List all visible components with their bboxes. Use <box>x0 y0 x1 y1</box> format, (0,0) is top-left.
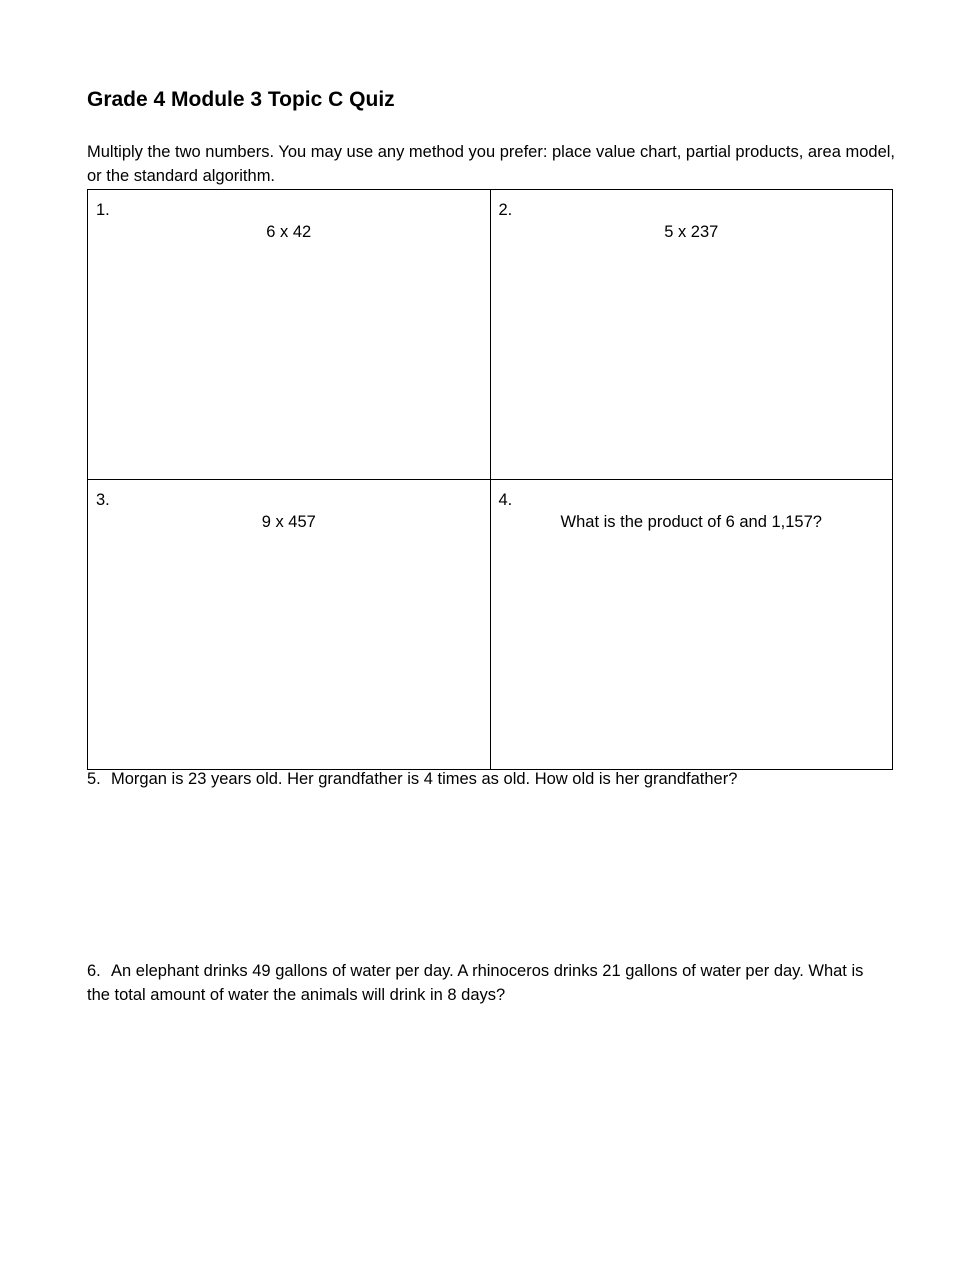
problem-cell-2 <box>490 190 893 480</box>
problem-text: 5 x 237 <box>664 223 719 241</box>
problem-text: What is the product of 6 and 1,157? <box>560 513 822 531</box>
problem-grid <box>87 189 893 770</box>
problem-number: 1. <box>96 201 110 219</box>
word-problem-text: Morgan is 23 years old. Her grandfather is 4 times as old. How old is her grandfather? <box>111 770 738 788</box>
page-title: Grade 4 Module 3 Topic C Quiz <box>87 88 395 111</box>
problem-number: 3. <box>96 491 110 509</box>
word-problem-number: 6. <box>87 962 101 980</box>
problem-row <box>88 190 893 480</box>
problem-cell-1 <box>88 190 491 480</box>
word-problem-text: An elephant drinks 49 gallons of water per day. A rhinoceros drinks 21 gallons of water per day. What is the total amount of water the animals will drink in 8 days? <box>87 962 864 1004</box>
problem-text: 6 x 42 <box>266 223 312 241</box>
problem-cell-4 <box>490 480 893 770</box>
problem-number: 2. <box>498 201 513 219</box>
word-problem-6 <box>87 959 887 1007</box>
word-problem-number: 5. <box>87 770 101 788</box>
problem-number: 4. <box>498 491 513 509</box>
instructions: Multiply the two numbers. You may use any method you prefer: place value chart, partial products, area model, or the standard algorithm. <box>87 143 896 185</box>
problem-row <box>88 480 893 770</box>
word-problem-5 <box>87 767 887 791</box>
problem-cell-3 <box>88 480 491 770</box>
problem-text: 9 x 457 <box>261 513 316 531</box>
